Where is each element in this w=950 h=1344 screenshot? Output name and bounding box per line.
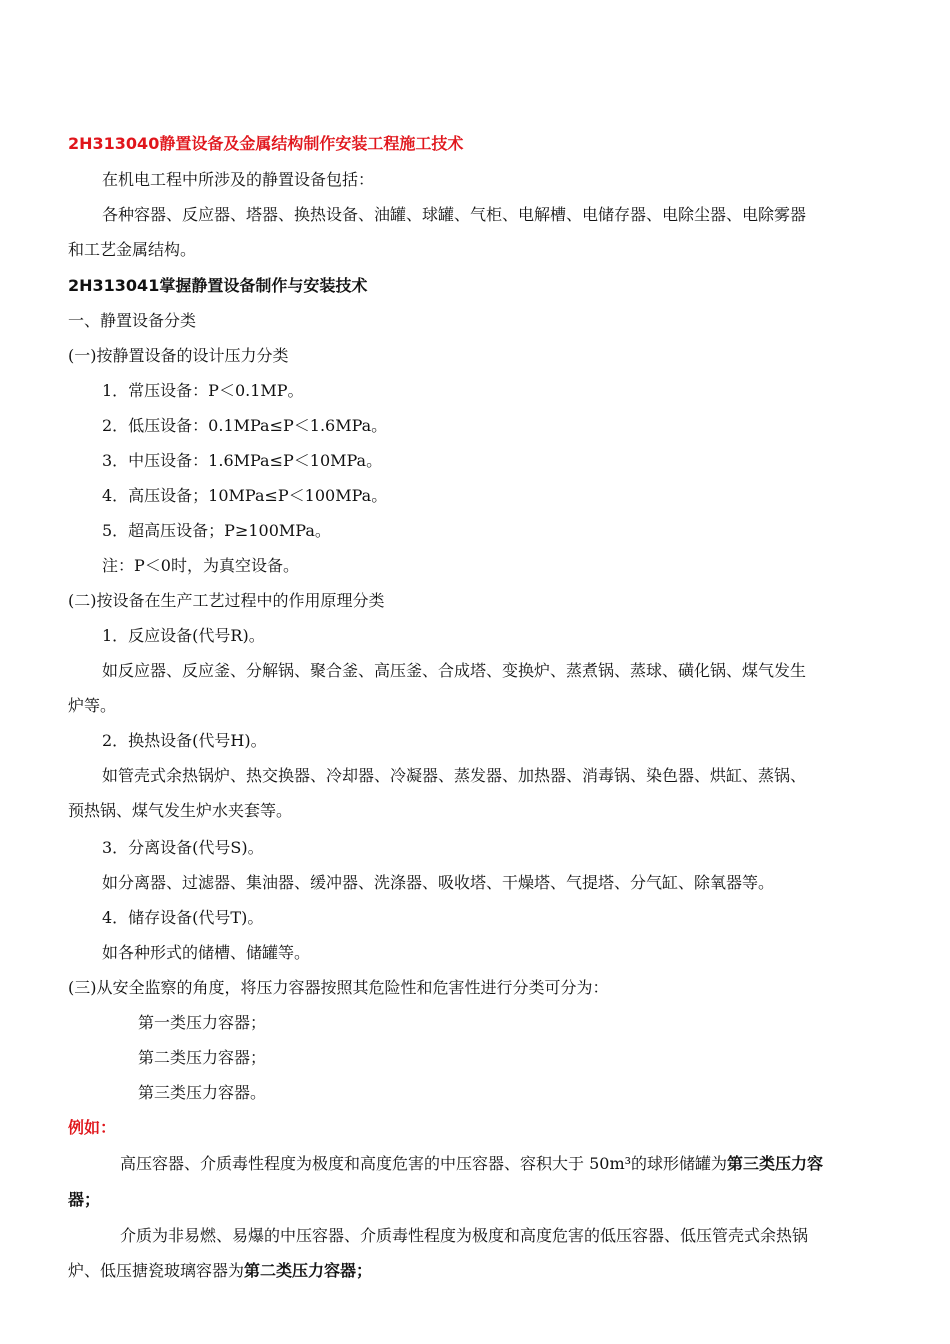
subsection-safety-classification: (三)从安全监察的角度，将压力容器按照其危险性和危害性进行分类可分为： bbox=[68, 978, 609, 997]
section-heading-2H313041: 2H313041掌握静置设备制作与安装技术 bbox=[68, 276, 368, 295]
pressure-item-1: 1．常压设备：P＜0.1MP。 bbox=[102, 381, 304, 400]
pressure-item-2: 2．低压设备：0.1MPa≤P＜1.6MPa。 bbox=[102, 416, 388, 435]
heat-exchange-equipment-title: 2．换热设备(代号H)。 bbox=[102, 731, 267, 750]
reaction-equipment-desc-1: 如反应器、反应釜、分解锅、聚合釜、高压釜、合成塔、变换炉、蒸煮锅、蒸球、磺化锅、煤气发生 bbox=[102, 661, 807, 680]
vessel-class-3: 第三类压力容器。 bbox=[138, 1083, 267, 1102]
vessel-class-1: 第一类压力容器； bbox=[138, 1013, 267, 1032]
example-1-text: 高压容器、介质毒性程度为极度和高度危害的中压容器、容积大于 50m³的球形储罐为 bbox=[120, 1154, 728, 1173]
pressure-item-5: 5．超高压设备；P≥100MPa。 bbox=[102, 521, 331, 540]
vessel-class-2: 第二类压力容器； bbox=[138, 1048, 267, 1067]
equipment-list-line-2: 和工艺金属结构。 bbox=[68, 240, 197, 259]
reaction-equipment-desc-2: 炉等。 bbox=[68, 696, 117, 715]
pressure-item-3: 3．中压设备：1.6MPa≤P＜10MPa。 bbox=[102, 451, 383, 470]
storage-equipment-desc: 如各种形式的储槽、储罐等。 bbox=[102, 943, 311, 962]
subsection-by-function: (二)按设备在生产工艺过程中的作用原理分类 bbox=[68, 591, 385, 610]
pressure-item-4: 4．高压设备；10MPa≤P＜100MPa。 bbox=[102, 486, 388, 505]
separation-equipment-desc: 如分离器、过滤器、集油器、缓冲器、洗涤器、吸收塔、干燥塔、气提塔、分气缸、除氧器等。 bbox=[102, 873, 775, 892]
example-1-line-1 bbox=[120, 1154, 823, 1174]
section-heading-2H313040: 2H313040静置设备及金属结构制作安装工程施工技术 bbox=[68, 134, 464, 153]
equipment-list-line-1: 各种容器、反应器、塔器、换热设备、油罐、球罐、气柜、电解槽、电储存器、电除尘器、电除雾器 bbox=[102, 205, 807, 224]
example-2-text: 炉、低压搪瓷玻璃容器为 bbox=[68, 1261, 245, 1280]
example-label: 例如： bbox=[68, 1118, 117, 1137]
example-2-line-1: 介质为非易燃、易爆的中压容器、介质毒性程度为极度和高度危害的低压容器、低压管壳式余热锅 bbox=[120, 1226, 809, 1245]
example-2-class-bold: 第二类压力容器； bbox=[244, 1261, 373, 1280]
section-title-classification: 一、静置设备分类 bbox=[68, 311, 197, 330]
vacuum-note: 注：P＜0时，为真空设备。 bbox=[102, 556, 299, 575]
intro-line: 在机电工程中所涉及的静置设备包括： bbox=[102, 170, 375, 189]
subsection-by-pressure: (一)按静置设备的设计压力分类 bbox=[68, 346, 289, 365]
example-1-line-2: 器； bbox=[68, 1190, 101, 1209]
separation-equipment-title: 3．分离设备(代号S)。 bbox=[102, 838, 264, 857]
reaction-equipment-title: 1．反应设备(代号R)。 bbox=[102, 626, 265, 645]
storage-equipment-title: 4．储存设备(代号T)。 bbox=[102, 908, 264, 927]
heat-exchange-desc-1: 如管壳式余热锅炉、热交换器、冷却器、冷凝器、蒸发器、加热器、消毒锅、染色器、烘缸、蒸锅、 bbox=[102, 766, 807, 785]
example-2-line-2 bbox=[68, 1261, 372, 1281]
example-1-class-bold: 第三类压力容 bbox=[727, 1154, 824, 1173]
heat-exchange-desc-2: 预热锅、煤气发生炉水夹套等。 bbox=[68, 801, 293, 820]
